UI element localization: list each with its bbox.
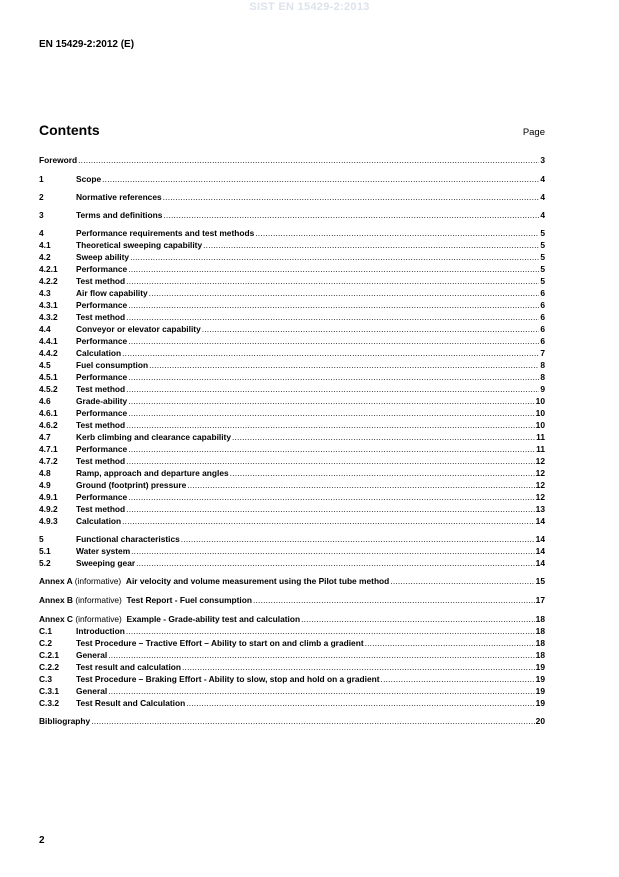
- toc-page: 5: [540, 240, 545, 250]
- toc-title: Performance: [76, 264, 128, 274]
- toc-title: Foreword: [39, 155, 78, 165]
- page-title: Contents: [39, 122, 100, 138]
- toc-title: Air flow capability: [76, 288, 148, 298]
- toc-number: 4.3: [39, 288, 51, 298]
- toc-number: C.2.1: [39, 650, 60, 660]
- toc-entry[interactable]: [39, 650, 545, 661]
- toc-entry[interactable]: [39, 210, 545, 221]
- toc-title: Test method: [76, 384, 126, 394]
- toc-page: 11: [536, 444, 545, 454]
- annex-label: Annex C: [39, 614, 73, 624]
- toc-page: 14: [535, 534, 545, 544]
- toc-number: C.1: [39, 626, 53, 636]
- toc-number: 4.9: [39, 480, 51, 490]
- toc-title: Theoretical sweeping capability: [76, 240, 203, 250]
- toc-number: 4.4.1: [39, 336, 58, 346]
- toc-entry[interactable]: [39, 444, 545, 455]
- toc-title: Water system: [76, 546, 131, 556]
- toc-page: 19: [535, 698, 545, 708]
- toc-title: General: [76, 686, 108, 696]
- toc-page: 11: [536, 432, 545, 442]
- toc-entry-annex-c[interactable]: [39, 614, 545, 625]
- toc-page: 18: [535, 638, 545, 648]
- toc-number: 4.9.1: [39, 492, 58, 502]
- toc-title: Normative references: [76, 192, 162, 202]
- toc-entry[interactable]: [39, 252, 545, 263]
- toc-title: Test Procedure – Braking Effort - Ability to slow, stop and hold on a gradient: [76, 674, 380, 684]
- toc-entry[interactable]: [39, 698, 545, 709]
- toc-page: 18: [535, 650, 545, 660]
- toc-title: Test method: [76, 276, 126, 286]
- toc-page: 6: [540, 336, 545, 346]
- toc-title: Kerb climbing and clearance capability: [76, 432, 231, 442]
- toc-number: 5: [39, 534, 44, 544]
- toc-entry[interactable]: [39, 240, 545, 251]
- toc-page: 13: [535, 504, 545, 514]
- toc-number: 4: [39, 228, 44, 238]
- toc-title: Bibliography: [39, 716, 91, 726]
- toc-number: 4.4.2: [39, 348, 58, 358]
- toc-entry[interactable]: [39, 312, 545, 323]
- toc-title: Performance: [76, 372, 128, 382]
- toc-page: 8: [540, 360, 545, 370]
- toc-title: Scope: [76, 174, 102, 184]
- toc-title: Performance: [76, 300, 128, 310]
- toc-number: 1: [39, 174, 44, 184]
- toc-entry-bibliography[interactable]: [39, 716, 545, 727]
- toc-title: Performance requirements and test methods: [76, 228, 255, 238]
- toc-title: Fuel consumption: [76, 360, 149, 370]
- toc-entry[interactable]: [39, 396, 545, 407]
- toc-page: 8: [540, 372, 545, 382]
- toc-entry[interactable]: [39, 638, 545, 649]
- toc-title: Ground (footprint) pressure: [76, 480, 187, 490]
- toc-number: 4.2.1: [39, 264, 58, 274]
- toc-page: 5: [540, 276, 545, 286]
- toc-title: Ramp, approach and departure angles: [76, 468, 229, 478]
- toc-number: 4.5.2: [39, 384, 58, 394]
- toc-title: Introduction: [76, 626, 125, 636]
- toc-page: 6: [540, 288, 545, 298]
- toc-page: 3: [540, 155, 545, 165]
- toc-title: Test Report - Fuel consumption: [126, 595, 252, 605]
- toc-number: 4.7.2: [39, 456, 58, 466]
- toc-page: 19: [535, 674, 545, 684]
- toc-entry[interactable]: [39, 324, 545, 335]
- toc-entry[interactable]: [39, 480, 545, 491]
- toc-title: Example - Grade-ability test and calculation: [126, 614, 301, 624]
- toc-page: 10: [535, 408, 545, 418]
- toc-number: 4.2.2: [39, 276, 58, 286]
- toc-title: Conveyor or elevator capability: [76, 324, 201, 334]
- toc-entry[interactable]: [39, 348, 545, 359]
- toc-number: 4.7.1: [39, 444, 58, 454]
- toc-entry[interactable]: [39, 468, 545, 479]
- toc-title: Terms and definitions: [76, 210, 163, 220]
- toc-entry[interactable]: [39, 174, 545, 185]
- toc-number: 4.6: [39, 396, 51, 406]
- toc-title: Air velocity and volume measurement using the Pilot tube method: [125, 576, 390, 586]
- toc-entry[interactable]: [39, 192, 545, 203]
- toc-page: 17: [535, 595, 545, 605]
- toc-page: 4: [540, 192, 545, 202]
- toc-entry[interactable]: [39, 384, 545, 395]
- toc-page: 10: [535, 420, 545, 430]
- toc-title: Performance: [76, 336, 128, 346]
- toc-title: Sweep ability: [76, 252, 130, 262]
- toc-entry[interactable]: [39, 372, 545, 383]
- toc-entry[interactable]: [39, 662, 545, 673]
- page-column-label: Page: [522, 127, 545, 138]
- toc-page: 12: [535, 492, 545, 502]
- toc-number: C.2: [39, 638, 53, 648]
- toc-page: 6: [540, 312, 545, 322]
- toc-entry[interactable]: [39, 492, 545, 503]
- toc-page: 10: [535, 396, 545, 406]
- toc-number: 5.1: [39, 546, 51, 556]
- toc-entry[interactable]: [39, 300, 545, 311]
- toc-entry[interactable]: [39, 336, 545, 347]
- toc-page: 14: [535, 516, 545, 526]
- document-id: EN 15429-2:2012 (E): [39, 39, 135, 50]
- toc-page: 5: [540, 228, 545, 238]
- toc-number: 4.1: [39, 240, 51, 250]
- toc-number: C.2.2: [39, 662, 60, 672]
- toc-entry[interactable]: [39, 626, 545, 637]
- toc-entry[interactable]: [39, 558, 545, 569]
- toc-entry[interactable]: [39, 546, 545, 557]
- toc-entry[interactable]: [39, 288, 545, 299]
- annex-note: (informative): [75, 614, 122, 624]
- toc-entry[interactable]: [39, 228, 545, 239]
- toc-entry[interactable]: [39, 456, 545, 467]
- toc-page: 20: [535, 716, 545, 726]
- annex-label: Annex A: [39, 576, 73, 586]
- toc-number: 4.5.1: [39, 372, 58, 382]
- toc-page: 6: [540, 300, 545, 310]
- toc-number: 4.3.1: [39, 300, 58, 310]
- toc-number: 4.5: [39, 360, 51, 370]
- toc-title: Test Procedure – Tractive Effort – Ability to start on and climb a gradient: [76, 638, 364, 648]
- toc-title: General: [76, 650, 108, 660]
- toc-page: 5: [540, 264, 545, 274]
- toc-title: Test result and calculation: [76, 662, 182, 672]
- toc-number: 4.9.2: [39, 504, 58, 514]
- toc-number: C.3: [39, 674, 53, 684]
- toc-entry[interactable]: [39, 420, 545, 431]
- toc-number: 4.8: [39, 468, 51, 478]
- toc-page: 18: [535, 626, 545, 636]
- toc-entry[interactable]: [39, 432, 545, 443]
- toc-page: 4: [540, 174, 545, 184]
- toc-title: Test method: [76, 504, 126, 514]
- toc-entry[interactable]: [39, 674, 545, 685]
- toc-title: Test method: [76, 420, 126, 430]
- toc-entry-foreword[interactable]: [39, 155, 545, 166]
- toc-page: 4: [540, 210, 545, 220]
- toc-title: Performance: [76, 444, 128, 454]
- toc-page: 15: [535, 576, 545, 586]
- toc-page: 19: [535, 686, 545, 696]
- toc-number: 4.3.2: [39, 312, 58, 322]
- toc-entry[interactable]: [39, 276, 545, 287]
- toc-number: 3: [39, 210, 44, 220]
- toc-entry[interactable]: [39, 408, 545, 419]
- toc-page: 12: [535, 456, 545, 466]
- toc-number: 4.9.3: [39, 516, 58, 526]
- toc-page: 9: [540, 384, 545, 394]
- toc-page: 18: [535, 614, 545, 624]
- toc-number: 4.2: [39, 252, 51, 262]
- toc-number: 2: [39, 192, 44, 202]
- annex-label: Annex B: [39, 595, 73, 605]
- toc-entry[interactable]: [39, 686, 545, 697]
- toc-entry[interactable]: [39, 534, 545, 545]
- toc-page: 12: [535, 468, 545, 478]
- toc-entry[interactable]: [39, 264, 545, 275]
- toc-title: Calculation: [76, 516, 122, 526]
- watermark: SIST EN 15429-2:2013: [249, 1, 370, 13]
- toc-number: C.3.1: [39, 686, 60, 696]
- toc-page: 6: [540, 324, 545, 334]
- toc-number: 4.7: [39, 432, 51, 442]
- toc-entry-annex-a[interactable]: [39, 576, 545, 587]
- toc-page: 7: [540, 348, 545, 358]
- toc-title: Functional characteristics: [76, 534, 180, 544]
- toc-title: Performance: [76, 492, 128, 502]
- toc-title: Test method: [76, 312, 126, 322]
- annex-note: (informative): [75, 595, 122, 605]
- toc-entry-annex-b[interactable]: [39, 595, 545, 606]
- toc-title: Test Result and Calculation: [76, 698, 186, 708]
- toc-page: 5: [540, 252, 545, 262]
- toc-title: Calculation: [76, 348, 122, 358]
- toc-entry[interactable]: [39, 516, 545, 527]
- toc-number: 4.6.1: [39, 408, 58, 418]
- annex-note: (informative): [74, 576, 122, 586]
- toc-page: 14: [535, 558, 545, 568]
- toc-page: 12: [535, 480, 545, 490]
- toc-page: 19: [535, 662, 545, 672]
- toc-page: 14: [535, 546, 545, 556]
- toc-entry[interactable]: [39, 504, 545, 515]
- toc-number: 4.4: [39, 324, 51, 334]
- toc-number: 5.2: [39, 558, 51, 568]
- toc-number: C.3.2: [39, 698, 60, 708]
- toc-number: 4.6.2: [39, 420, 58, 430]
- toc-title: Grade-ability: [76, 396, 128, 406]
- toc-title: Test method: [76, 456, 126, 466]
- toc-title: Sweeping gear: [76, 558, 136, 568]
- page-number: 2: [39, 835, 45, 846]
- toc-title: Performance: [76, 408, 128, 418]
- toc-entry[interactable]: [39, 360, 545, 371]
